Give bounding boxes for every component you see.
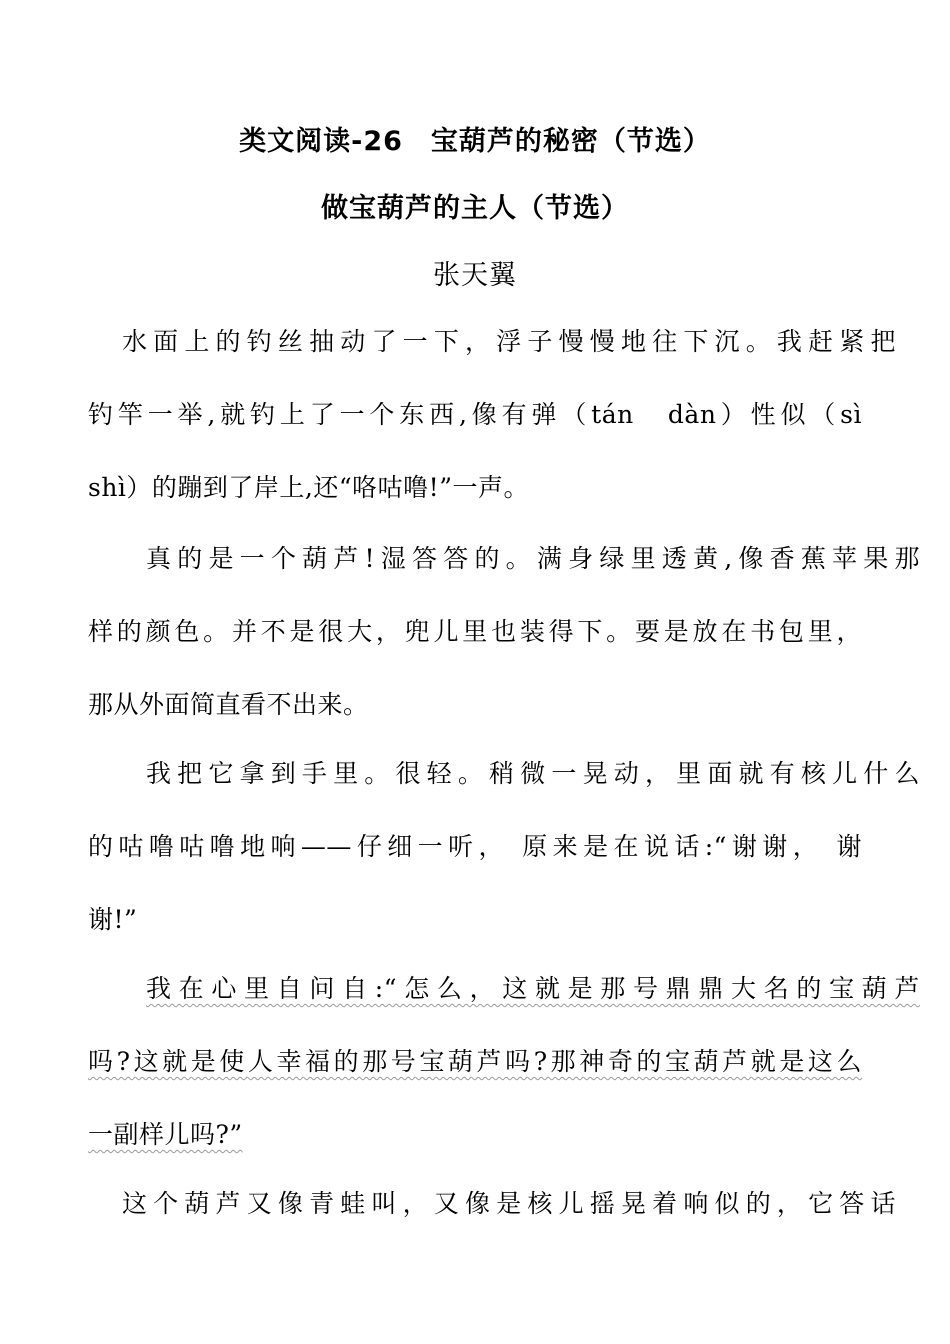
paragraph-2-line-3: 那从外面简直看不出来。 bbox=[88, 690, 369, 719]
paragraph-3-line-1: 我把它拿到手里。很轻。稍微一晃动，里面就有核儿什么 bbox=[146, 759, 920, 788]
page-title: 类文阅读-26 宝葫芦的秘密（节选） bbox=[239, 126, 711, 157]
paragraph-4-line-3 bbox=[88, 1118, 862, 1152]
wavy-underlined-text: 一副样儿吗?” bbox=[88, 1120, 243, 1149]
paragraph-2-line-1: 真的是一个葫芦!湿答答的。满身绿里透黄,像香蕉苹果那 bbox=[146, 544, 920, 573]
paragraph-1-line-3: shì）的蹦到了岸上,还“咯咕噜!”一声。 bbox=[88, 473, 529, 502]
paragraph-1-line-2: 钓竿一举,就钓上了一个东西,像有弹（tán dàn）性似（sì bbox=[88, 400, 862, 429]
paragraph-3-line-2: 的咕噜咕噜地响——仔细一听， 原来是在说话:“谢谢， 谢 bbox=[88, 832, 862, 861]
wavy-underlined-text: 我在心里自问自:“怎么，这就是那号鼎鼎大名的宝葫芦 bbox=[146, 974, 920, 1003]
wavy-underlined-text: 吗?这就是使人幸福的那号宝葫芦吗?那神奇的宝葫芦就是这么 bbox=[88, 1047, 862, 1076]
paragraph-5-line-1: 这个葫芦又像青蛙叫，又像是核儿摇晃着响似的，它答话 bbox=[122, 1189, 896, 1218]
section-title: 做宝葫芦的主人（节选） bbox=[321, 193, 629, 224]
paragraph-4-line-2 bbox=[88, 1045, 862, 1079]
paragraph-1-line-1: 水面上的钓丝抽动了一下，浮子慢慢地往下沉。我赶紧把 bbox=[122, 327, 896, 356]
paragraph-4-line-1 bbox=[88, 972, 920, 1006]
paragraph-2-line-2: 样的颜色。并不是很大，兜儿里也装得下。要是放在书包里， bbox=[88, 617, 862, 646]
paragraph-3-line-3: 谢!” bbox=[88, 905, 138, 934]
author-name: 张天翼 bbox=[433, 260, 517, 291]
